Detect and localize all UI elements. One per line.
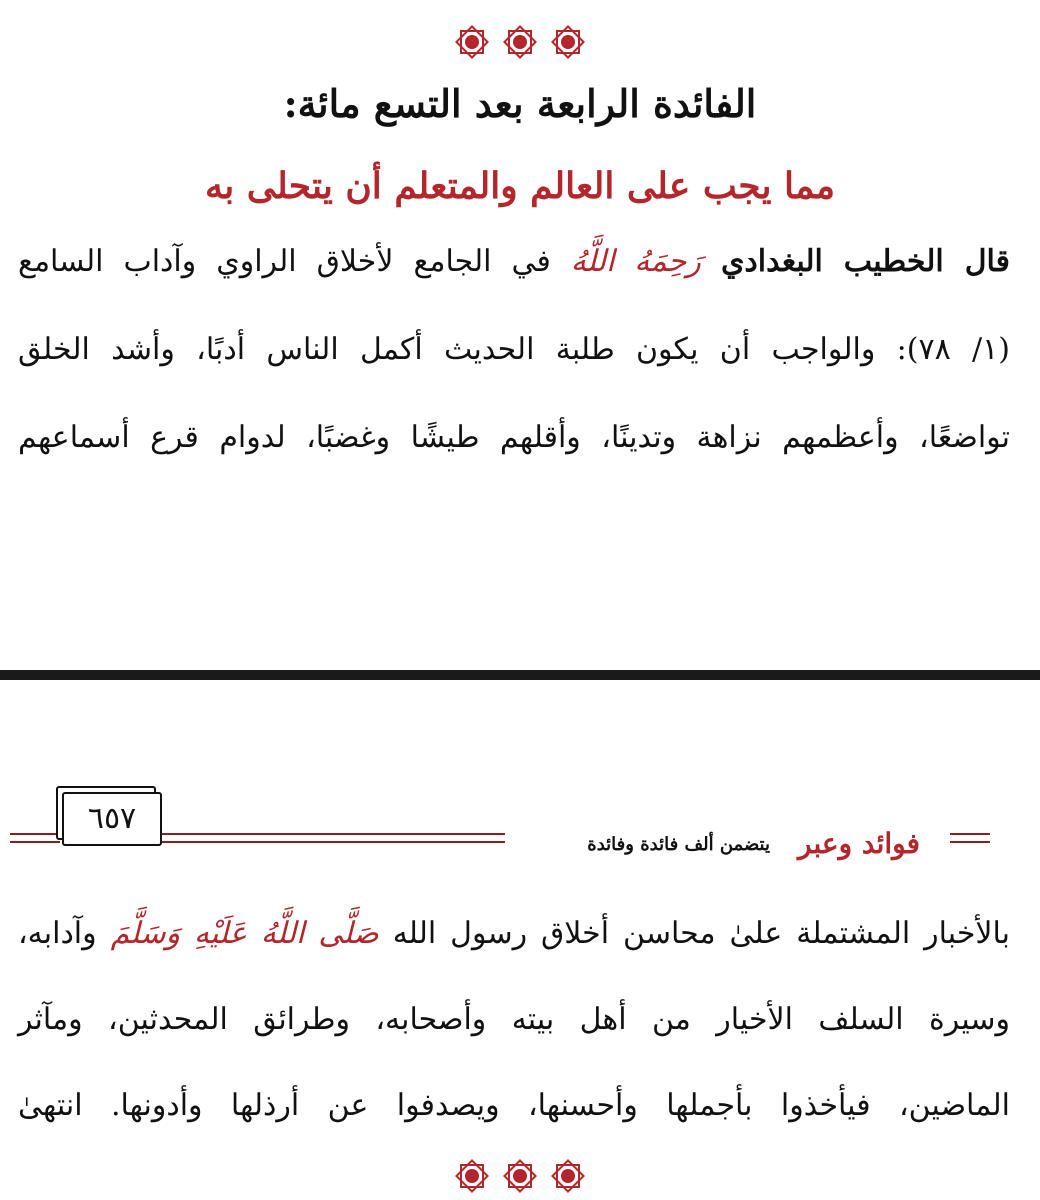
section-subheading: مما يجب على العالم والمتعلم أن يتحلى به xyxy=(204,165,836,207)
bottom-ornament-row xyxy=(0,1156,1040,1196)
paragraph1-line1-rest: في الجامع لأخلاق الراوي وآداب السامع xyxy=(18,244,551,279)
paragraph2-line1 xyxy=(18,912,1010,956)
paragraph2-line1-after: وآدابه، xyxy=(18,916,97,951)
paragraph1-line1 xyxy=(18,240,1010,284)
header-rule-right xyxy=(950,833,990,843)
paragraph1-line3: تواضعًا، وأعظمهم نزاهة وتدينًا، وأقلهم طيشًا وغضبًا، لدوام قرع أسماعهم xyxy=(18,420,1010,455)
paragraph1-line2: (١/ ٧٨): والواجب أن يكون طلبة الحديث أكمل الناس أدبًا، وأشد الخلق xyxy=(18,332,1010,367)
paragraph2-line2: وسيرة السلف الأخيار من أهل بيته وأصحابه، وطرائق المحدثين، ومآثر xyxy=(18,1002,1010,1037)
author-name: قال الخطيب البغدادي xyxy=(720,244,1010,279)
top-ornament-row xyxy=(0,22,1040,62)
ornament-icon xyxy=(500,22,540,62)
paragraph2-line3: الماضين، فيأخذوا بأجملها وأحسنها، ويصدفوا عن أرذلها وأدونها. انتهىٰ xyxy=(18,1088,1010,1123)
salutation-text: صَلَّى اللَّهُ عَلَيْهِ وَسَلَّمَ xyxy=(110,916,379,951)
honorific-text: رَحِمَهُ اللَّهُ xyxy=(570,244,701,279)
ornament-icon xyxy=(548,22,588,62)
ornament-icon xyxy=(452,1156,492,1196)
book-subtitle: يتضمن ألف فائدة وفائدة xyxy=(587,834,770,855)
ornament-icon xyxy=(548,1156,588,1196)
ornament-icon xyxy=(452,22,492,62)
header-rule-middle xyxy=(160,833,505,843)
book-title: فوائد وعبر xyxy=(798,827,920,860)
paragraph2-line1-before: بالأخبار المشتملة علىٰ محاسن أخلاق رسول الله xyxy=(392,916,1010,951)
ornament-icon xyxy=(500,1156,540,1196)
section-heading: الفائدة الرابعة بعد التسع مائة: xyxy=(283,81,757,126)
header-rule-left xyxy=(10,833,60,843)
page-divider xyxy=(0,670,1040,680)
page-number: ٦٥٧ xyxy=(62,792,162,846)
